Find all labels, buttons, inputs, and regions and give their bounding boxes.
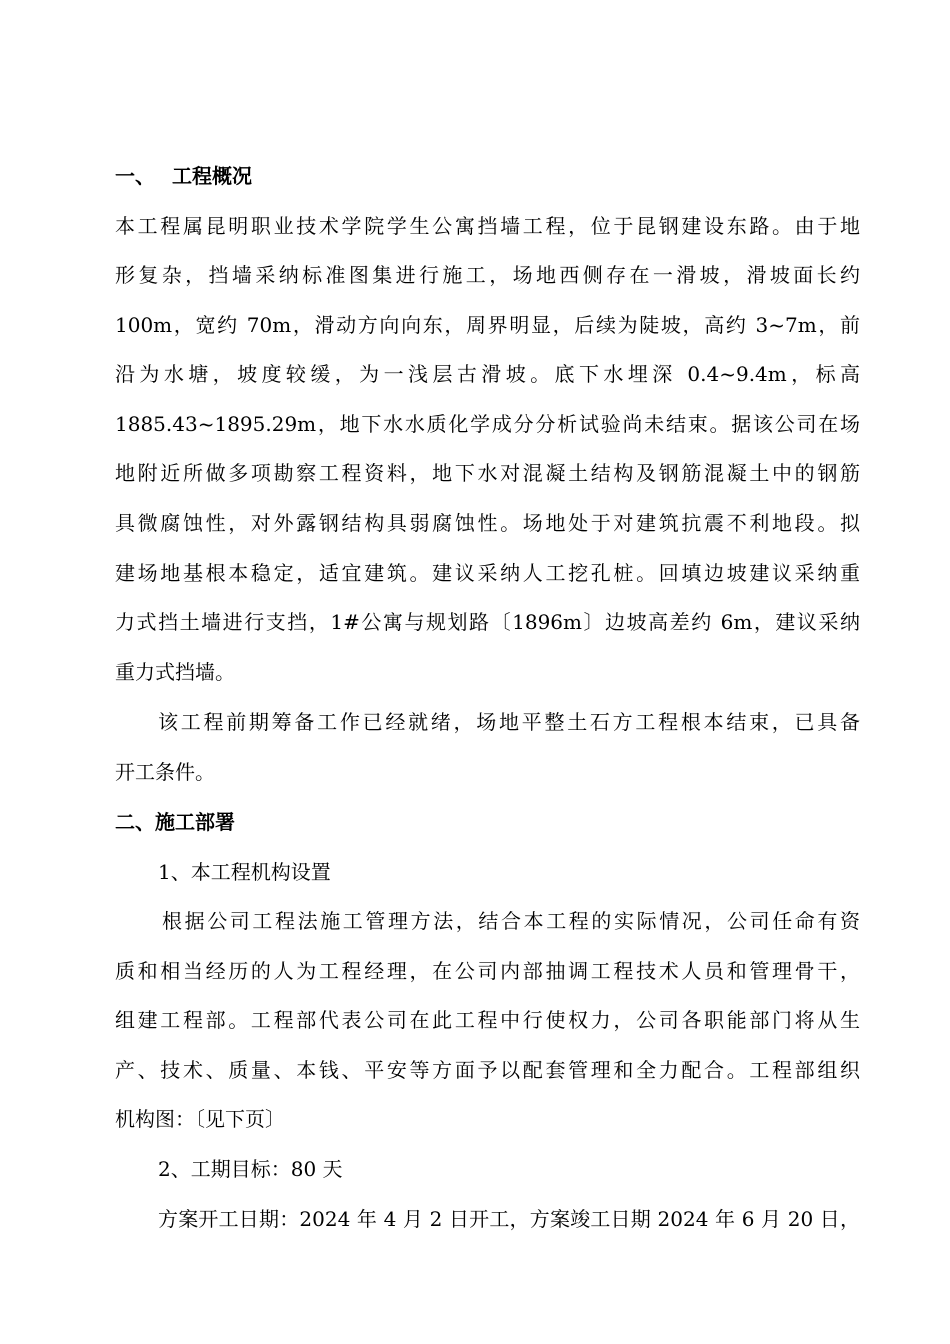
paragraph-line: 具微腐蚀性，对外露钢结构具弱腐蚀性。场地处于对建筑抗震不利地段。拟 [115,511,860,535]
item-heading-schedule: 2、工期目标：80 天 [158,1157,343,1181]
section-heading-deployment: 二、施工部署 [115,810,235,834]
paragraph-line: 根据公司工程法施工管理方法，结合本工程的实际情况，公司任命有资 [162,909,860,933]
section-heading-overview [115,164,252,188]
paragraph-line: 本工程属昆明职业技术学院学生公寓挡墙工程，位于昆钢建设东路。由于地 [115,214,860,238]
paragraph-line: 地附近所做多项勘察工程资料，地下水对混凝土结构及钢筋混凝土中的钢筋 [115,461,860,485]
section-number: 一、 [115,164,155,188]
paragraph-line: 机构图：〔见下页〕 [115,1107,285,1131]
paragraph-line: 开工条件。 [115,760,215,784]
paragraph-line: 方案开工日期：2024 年 4 月 2 日开工，方案竣工日期 2024 年 6 月 20 日， [158,1207,860,1231]
paragraph-line: 形复杂，挡墙采纳标准图集进行施工，场地西侧存在一滑坡，滑坡面长约 [115,263,860,287]
paragraph-line: 100m，宽约 70m，滑动方向向东，周界明显，后续为陡坡，高约 3~7m，前 [115,313,860,337]
paragraph-line: 重力式挡墙。 [115,660,235,684]
paragraph-line: 沿为水塘，坡度较缓，为一浅层古滑坡。底下水埋深 0.4~9.4m，标高 [115,362,860,386]
paragraph-line: 产、技术、质量、本钱、平安等方面予以配套管理和全力配合。工程部组织 [115,1058,860,1082]
paragraph-line: 建场地基根本稳定，适宜建筑。建议采纳人工挖孔桩。回填边坡建议采纳重 [115,561,860,585]
paragraph-line: 组建工程部。工程部代表公司在此工程中行使权力，公司各职能部门将从生 [115,1008,860,1032]
section-title: 工程概况 [172,164,252,188]
paragraph-line: 质和相当经历的人为工程经理，在公司内部抽调工程技术人员和管理骨干， [115,959,860,983]
paragraph-line: 1885.43~1895.29m，地下水水质化学成分分析试验尚未结束。据该公司在场 [115,412,860,436]
paragraph-line: 力式挡土墙进行支挡，1#公寓与规划路〔1896m〕边坡高差约 6m，建议采纳 [115,610,860,634]
paragraph-line: 该工程前期筹备工作已经就绪，场地平整土石方工程根本结束，已具备 [158,710,860,734]
item-heading-organization: 1、本工程机构设置 [158,860,331,884]
